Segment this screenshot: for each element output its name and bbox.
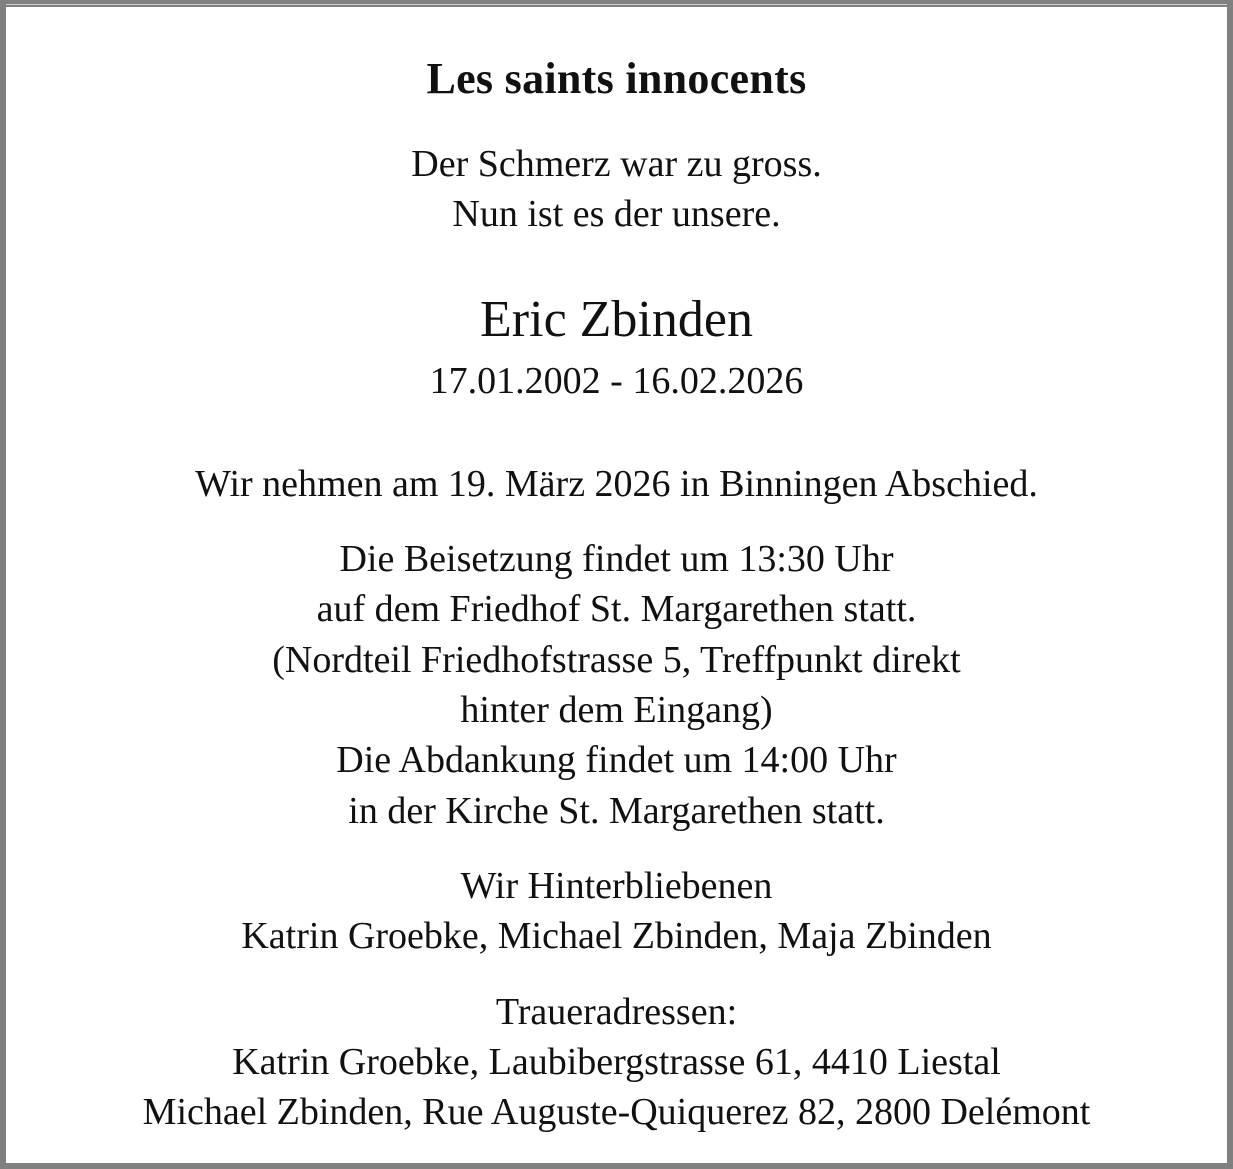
address-line-1: Katrin Groebke, Laubibergstrasse 61, 4410 Liestal (232, 1041, 1001, 1083)
address-line-2: Michael Zbinden, Rue Auguste-Quiquerez 82, 2800 Delémont (142, 1091, 1091, 1133)
ceremony-line-3: (Nordteil Friedhofstrasse 5, Treffpunkt direkt (272, 639, 961, 681)
survivors-label: Wir Hinterbliebenen (460, 865, 773, 907)
ceremony-line-6: in der Kirche St. Margarethen statt. (348, 790, 885, 832)
ceremony-line-2: auf dem Friedhof St. Margarethen statt. (316, 588, 917, 630)
addresses-label: Traueradressen: (495, 991, 738, 1033)
deceased-name: Eric Zbinden (480, 291, 753, 348)
verse-line-2: Nun ist es der unsere. (452, 193, 781, 235)
life-dates: 17.01.2002 - 16.02.2026 (429, 360, 804, 402)
verse-line-1: Der Schmerz war zu gross. (411, 143, 822, 185)
ceremony-line-5: Die Abdankung findet um 14:00 Uhr (336, 739, 897, 781)
survivors-names: Katrin Groebke, Michael Zbinden, Maja Zbinden (241, 915, 992, 957)
ceremony-line-4: hinter dem Eingang) (460, 689, 773, 731)
farewell-text: Wir nehmen am 19. März 2026 in Binningen Abschied. (195, 463, 1038, 505)
ceremony-line-1: Die Beisetzung findet um 13:30 Uhr (339, 538, 894, 580)
notice-heading: Les saints innocents (426, 54, 807, 103)
